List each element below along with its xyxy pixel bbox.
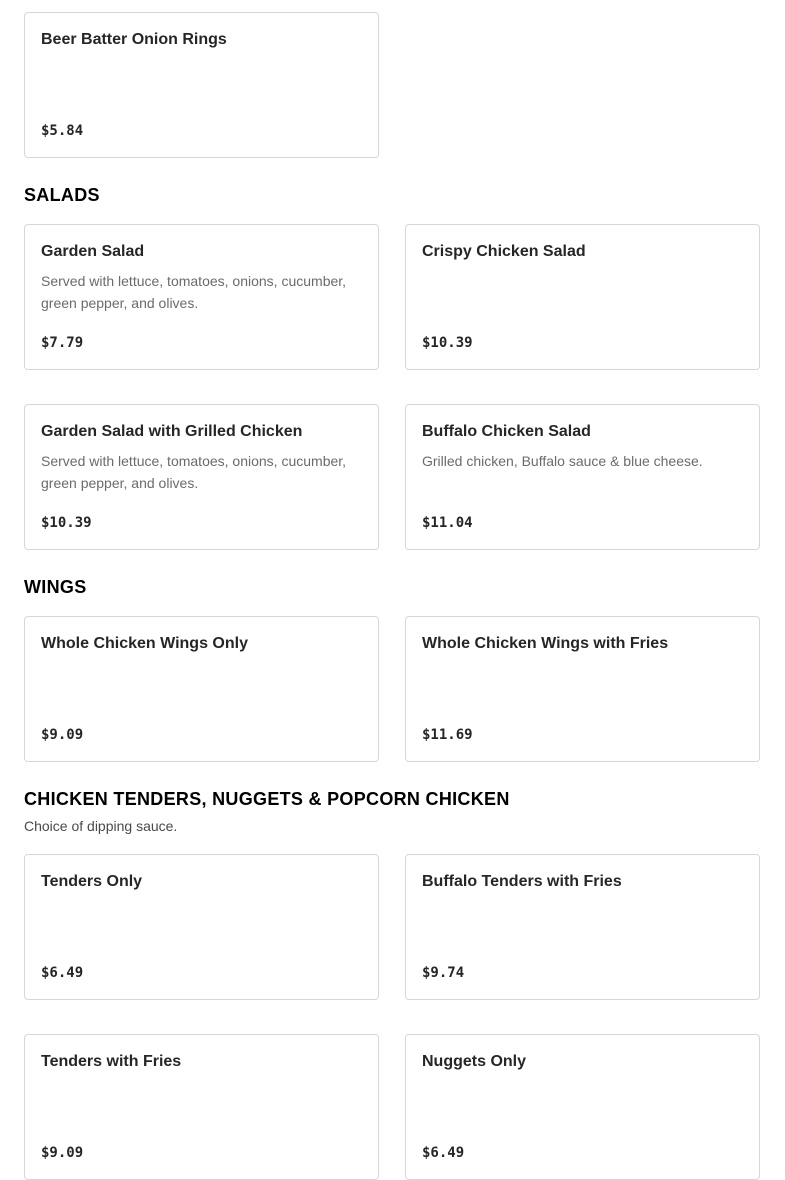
- section-description: Choice of dipping sauce.: [24, 818, 178, 834]
- menu-item-name: Tenders Only: [41, 873, 143, 890]
- menu-item-price: $9.09: [41, 727, 84, 743]
- menu-item-card[interactable]: [24, 404, 379, 550]
- menu-item-description: Served with lettuce, tomatoes, onions, cucumber, green pepper, and olives.: [41, 273, 347, 311]
- menu-item-card[interactable]: [405, 1034, 760, 1180]
- menu-item-description: Grilled chicken, Buffalo sauce & blue cheese.: [422, 453, 703, 469]
- menu-item-name: Beer Batter Onion Rings: [41, 31, 227, 48]
- section-title-wings: WINGS: [24, 577, 87, 597]
- menu-item-name: Nuggets Only: [422, 1053, 527, 1070]
- menu-item-name: Tenders with Fries: [41, 1053, 182, 1070]
- menu-item-price: $6.49: [41, 965, 84, 981]
- menu-item-card[interactable]: [405, 854, 760, 1000]
- menu-item-card[interactable]: [405, 616, 760, 762]
- menu-item-card[interactable]: [24, 616, 379, 762]
- section-title-salads: SALADS: [24, 185, 100, 205]
- menu-item-price: $11.69: [422, 727, 473, 743]
- menu-item-name: Whole Chicken Wings with Fries: [422, 635, 669, 652]
- menu-item-price: $9.09: [41, 1145, 84, 1161]
- menu-item-price: $7.79: [41, 335, 84, 351]
- menu-item-card[interactable]: [24, 854, 379, 1000]
- menu-item-name: Whole Chicken Wings Only: [41, 635, 248, 652]
- menu-item-name: Garden Salad: [41, 243, 145, 260]
- menu-item-price: $10.39: [41, 515, 92, 531]
- menu-item-price: $11.04: [422, 515, 473, 531]
- menu-item-description: Served with lettuce, tomatoes, onions, cucumber, green pepper, and olives.: [41, 453, 347, 491]
- menu-item-price: $9.74: [422, 965, 465, 981]
- menu-item-price: $6.49: [422, 1145, 465, 1161]
- menu-item-price: $5.84: [41, 123, 84, 139]
- menu-item-card[interactable]: [405, 404, 760, 550]
- section-title-chicken-tenders: CHICKEN TENDERS, NUGGETS & POPCORN CHICKEN: [24, 789, 510, 809]
- menu-item-name: Buffalo Chicken Salad: [422, 423, 591, 440]
- menu-item-card[interactable]: [24, 224, 379, 370]
- menu-item-name: Crispy Chicken Salad: [422, 243, 586, 260]
- menu-item-card[interactable]: [405, 224, 760, 370]
- menu-item-name: Buffalo Tenders with Fries: [422, 873, 622, 890]
- menu-item-card[interactable]: [24, 12, 379, 158]
- menu-item-name: Garden Salad with Grilled Chicken: [41, 423, 303, 440]
- menu-item-price: $10.39: [422, 335, 473, 351]
- menu-item-card[interactable]: [24, 1034, 379, 1180]
